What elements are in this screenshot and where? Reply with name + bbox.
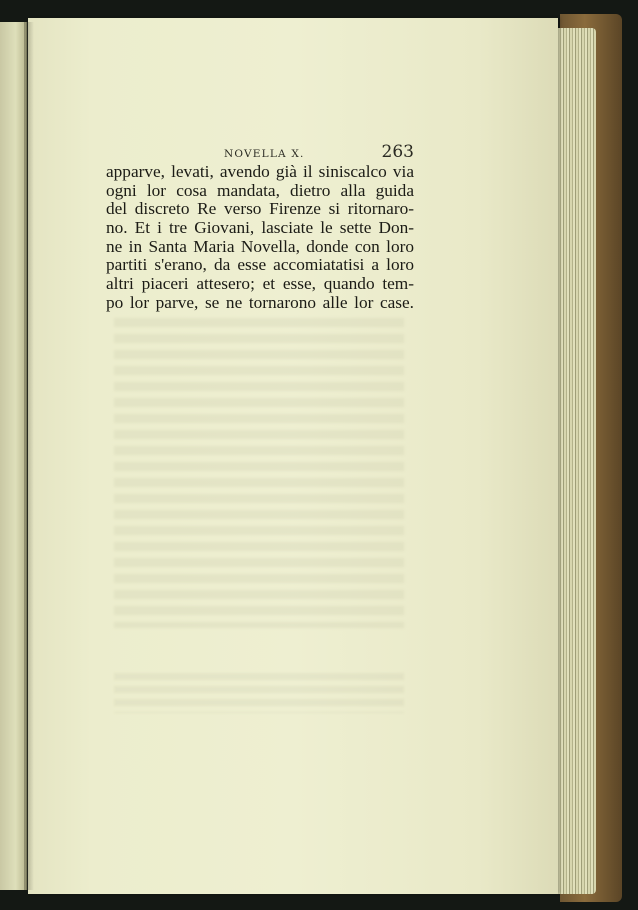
page-number: 263 [381, 142, 414, 162]
book-page [28, 18, 558, 894]
text-line: no. Et i tre Giovani, lasciate le sette Don- [106, 218, 414, 238]
show-through-text [114, 318, 404, 628]
text-line: po lor parve, se ne tornarono alle lor case. [106, 292, 414, 312]
gutter-shadow [24, 22, 34, 890]
page-header [108, 142, 414, 162]
show-through-footnote [114, 673, 404, 713]
text-line: altri piaceri attesero; et esse, quando tem- [106, 274, 414, 294]
body-text [106, 163, 414, 313]
text-line: ogni lor cosa mandata, dietro alla guida [106, 180, 414, 200]
running-head: NOVELLA X. [224, 148, 305, 160]
text-line: ne in Santa Maria Novella, donde con loro [106, 236, 414, 256]
text-line: partiti s'erano, da esse accomiatatisi a loro [106, 255, 414, 275]
text-line: del discreto Re verso Firenze si ritornaro- [106, 199, 414, 219]
facing-page-edge [0, 22, 27, 890]
text-line: apparve, levati, avendo già il siniscalco via [106, 162, 414, 181]
page-stack-edges [552, 28, 596, 894]
